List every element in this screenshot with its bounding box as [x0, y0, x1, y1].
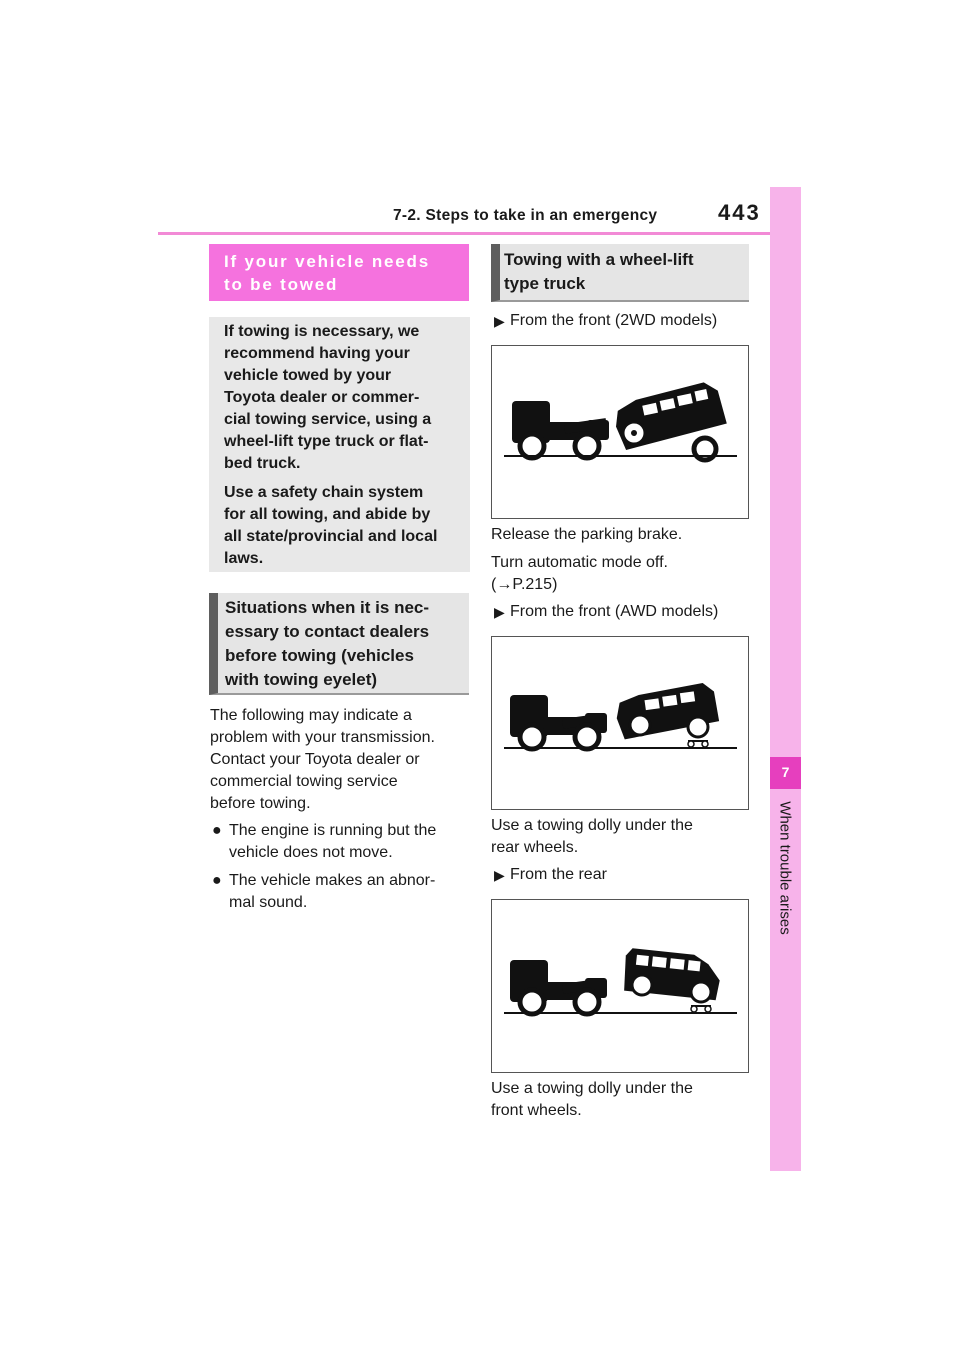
chapter-number: 7 — [781, 764, 790, 780]
note-dolly-rear: Use a towing dolly under the rear wheels. — [491, 817, 693, 856]
tow-truck-rear-illustration — [492, 900, 748, 1072]
bullet-icon: ● — [212, 822, 222, 839]
transmission-intro: The following may indicate a problem with your transmission. Contact your Toyota dealer or commercial towing service before towing. — [210, 707, 435, 812]
chapter-tab-strip — [770, 187, 801, 1171]
note-automatic-mode: Turn automatic mode off. (→P.215) — [491, 554, 668, 593]
towing-info-box — [209, 317, 470, 572]
heading-wheel-lift: Towing with a wheel-lift type truck — [491, 244, 749, 302]
towing-info-paragraph-1: If towing is necessary, we recommend having your vehicle towed by your Toyota dealer or commer- cial towing service, using a wheel-lift type truck or flat- bed truck. — [224, 323, 432, 472]
header-rule — [158, 232, 770, 235]
note-parking-brake: Release the parking brake. — [491, 526, 683, 543]
bullet-item: The vehicle makes an abnor- mal sound. — [229, 872, 436, 911]
tow-truck-illustration — [492, 346, 748, 518]
chapter-label: When trouble arises — [776, 801, 794, 935]
triangle-bullet-icon: ▶ — [494, 313, 505, 329]
item-label-front-2wd: From the front (2WD models) — [510, 312, 718, 329]
figure-front-awd — [491, 636, 749, 810]
bullet-item: The engine is running but the vehicle does not move. — [229, 822, 437, 861]
heading-contact-dealers: Situations when it is nec- essary to contact dealers before towing (vehicles with towing eyelet) — [209, 593, 469, 695]
item-label-front-awd: From the front (AWD models) — [510, 603, 719, 620]
triangle-bullet-icon: ▶ — [494, 867, 505, 883]
bullet-icon: ● — [212, 872, 222, 889]
towing-info-paragraph-2: Use a safety chain system for all towing, and abide by all state/provincial and local laws. — [224, 484, 438, 567]
triangle-bullet-icon: ▶ — [494, 604, 505, 620]
figure-front-2wd — [491, 345, 749, 519]
figure-rear — [491, 899, 749, 1073]
item-label-rear: From the rear — [510, 866, 607, 883]
section-title: 7-2. Steps to take in an emergency — [393, 207, 658, 224]
note-dolly-front: Use a towing dolly under the front wheels. — [491, 1080, 693, 1119]
heading-needs-tow: If your vehicle needs to be towed — [209, 244, 469, 301]
tow-truck-dolly-illustration — [492, 637, 748, 809]
page-number: 443 — [718, 200, 761, 225]
